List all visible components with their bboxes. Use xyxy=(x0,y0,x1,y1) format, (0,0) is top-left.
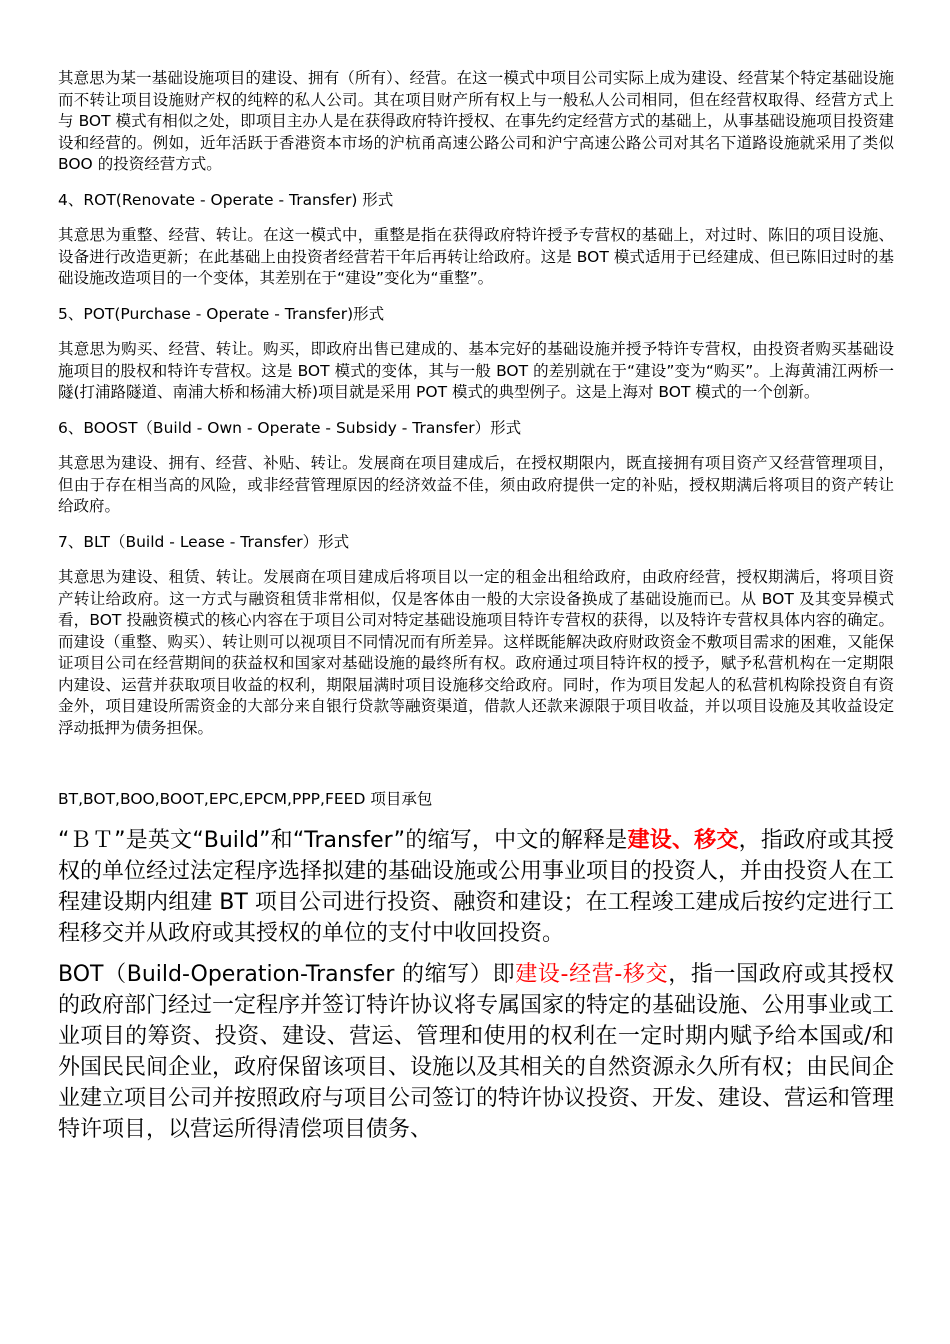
rot-heading: 4、ROT(Renovate - Operate - Transfer) 形式 xyxy=(58,190,394,209)
project-contract-title: BT,BOT,BOO,BOOT,EPC,EPCM,PPP,FEED 项目承包 xyxy=(58,790,433,808)
blt-heading: 7、BLT（Build - Lease - Transfer）形式 xyxy=(58,532,350,551)
bot-definition xyxy=(58,959,894,1145)
bot-definition-rest: ，指一国政府或其授权的政府部门经过一定程序并签订特许协议将专属国家的特定的基础设施、公用事业或工业项目的筹资、投资、建设、营运、管理和使用的权利在一定时期内赋予给本国或/和外国民民间企业，政府保留该项目、设施以及其相关的自然资源永久所有权；由民间企业建立项目公司并按照政府与项目公司签订的特许协议投资、开发、建设、营运和管理特许项目，以营运所得清偿项目债务、 xyxy=(58,961,895,1142)
section-spacer xyxy=(58,753,894,789)
bt-highlight: 建设、移交 xyxy=(627,827,739,853)
blt-description: 其意思为建设、租赁、转让。发展商在项目建成后将项目以一定的租金出租给政府，由政府经营，授权期满后，将项目资产转让给政府。这一方式与融资租赁非常相似，仅是客体由一般的大宗设备换成了基础设施而已。从 BOT 及其变异模式看，BOT 投融资模式的核心内容在于项目公司对特定基础设施项目特许专营权的获得，以及特许专营权具体内容的确定。而建设（重整、购买）、转让则可以视项目不同情况而有所差异。这样既能解决政府财政资金不敷项目需求的困难，又能保证项目公司在经营期间的获益权和国家对基础设施的最终所有权。政府通过项目特许权的授予，赋予私营机构在一定期限内建设、运营并获取项目收益的权利，期限届满时项目设施移交给政府。同时，作为项目发起人的私营机构除投资自有资金外，项目建设所需资金的大部分来自银行贷款等融资渠道，借款人还款来源限于项目收益，并以项目设施及其收益设定浮动抵押为债务担保。 xyxy=(58,568,894,737)
pot-heading: 5、POT(Purchase - Operate - Transfer)形式 xyxy=(58,304,385,323)
bt-definition-rest: ，指政府或其授权的单位经过法定程序选择拟建的基础设施或公用事业项目的投资人，并由投资人在工程建设期内组建 BT 项目公司进行投资、融资和建设；在工程竣工建成后按约定进行工程移交并从政府或其授权的单位的支付中收回投资。 xyxy=(58,827,895,946)
bt-definition-lead: “ＢＴ”是英文“Build”和“Transfer”的缩写，中文的解释是 xyxy=(58,827,628,853)
boost-description: 其意思为建设、拥有、经营、补贴、转让。发展商在项目建成后，在授权期限内，既直接拥有项目资产又经营管理项目，但由于存在相当高的风险，或非经营管理原因的经济效益不佳，须由政府提供一定的补贴，授权期满后将项目的资产转让给政府。 xyxy=(58,454,894,515)
bot-highlight: 建设-经营-移交 xyxy=(515,961,669,987)
bt-definition xyxy=(58,825,894,949)
document-page xyxy=(58,68,894,1155)
pot-description: 其意思为购买、经营、转让。购买，即政府出售已建成的、基本完好的基础设施并授予特许专营权，由投资者购买基础设施项目的股权和特许专营权。这是 BOT 模式的变体，其与一般 BOT 的差别就在于“建设”变为“购买”。上海黄浦江两桥一隧(打浦路隧道、南浦大桥和杨浦大桥)项目就是采用 POT 模式的典型例子。这是上海对 BOT 模式的一个创新。 xyxy=(58,340,894,401)
boo-description: 其意思为某一基础设施项目的建设、拥有（所有）、经营。在这一模式中项目公司实际上成为建设、经营某个特定基础设施而不转让项目设施财产权的纯粹的私人公司。其在项目财产所有权上与一般私人公司相同，但在经营权取得、经营方式上与 BOT 模式有相似之处，即项目主办人是在获得政府特许授权、在事先约定经营方式的基础上，从事基础设施项目投资建设和经营的。例如，近年活跃于香港资本市场的沪杭甬高速公路公司和沪宁高速公路公司对其名下道路设施就采用了类似 BOO 的投资经营方式。 xyxy=(58,69,894,173)
rot-description: 其意思为重整、经营、转让。在这一模式中，重整是指在获得政府特许授予专营权的基础上，对过时、陈旧的项目设施、设备进行改造更新；在此基础上由投资者经营若干年后再转让给政府。这是 BOT 模式适用于已经建成、但已陈旧过时的基础设施改造项目的一个变体，其差别在于“建设”变化为“重整”。 xyxy=(58,226,894,287)
bot-definition-lead: BOT（Build-Operation-Transfer 的缩写）即 xyxy=(58,961,516,987)
boost-heading: 6、BOOST（Build - Own - Operate - Subsidy - Transfer）形式 xyxy=(58,418,522,437)
